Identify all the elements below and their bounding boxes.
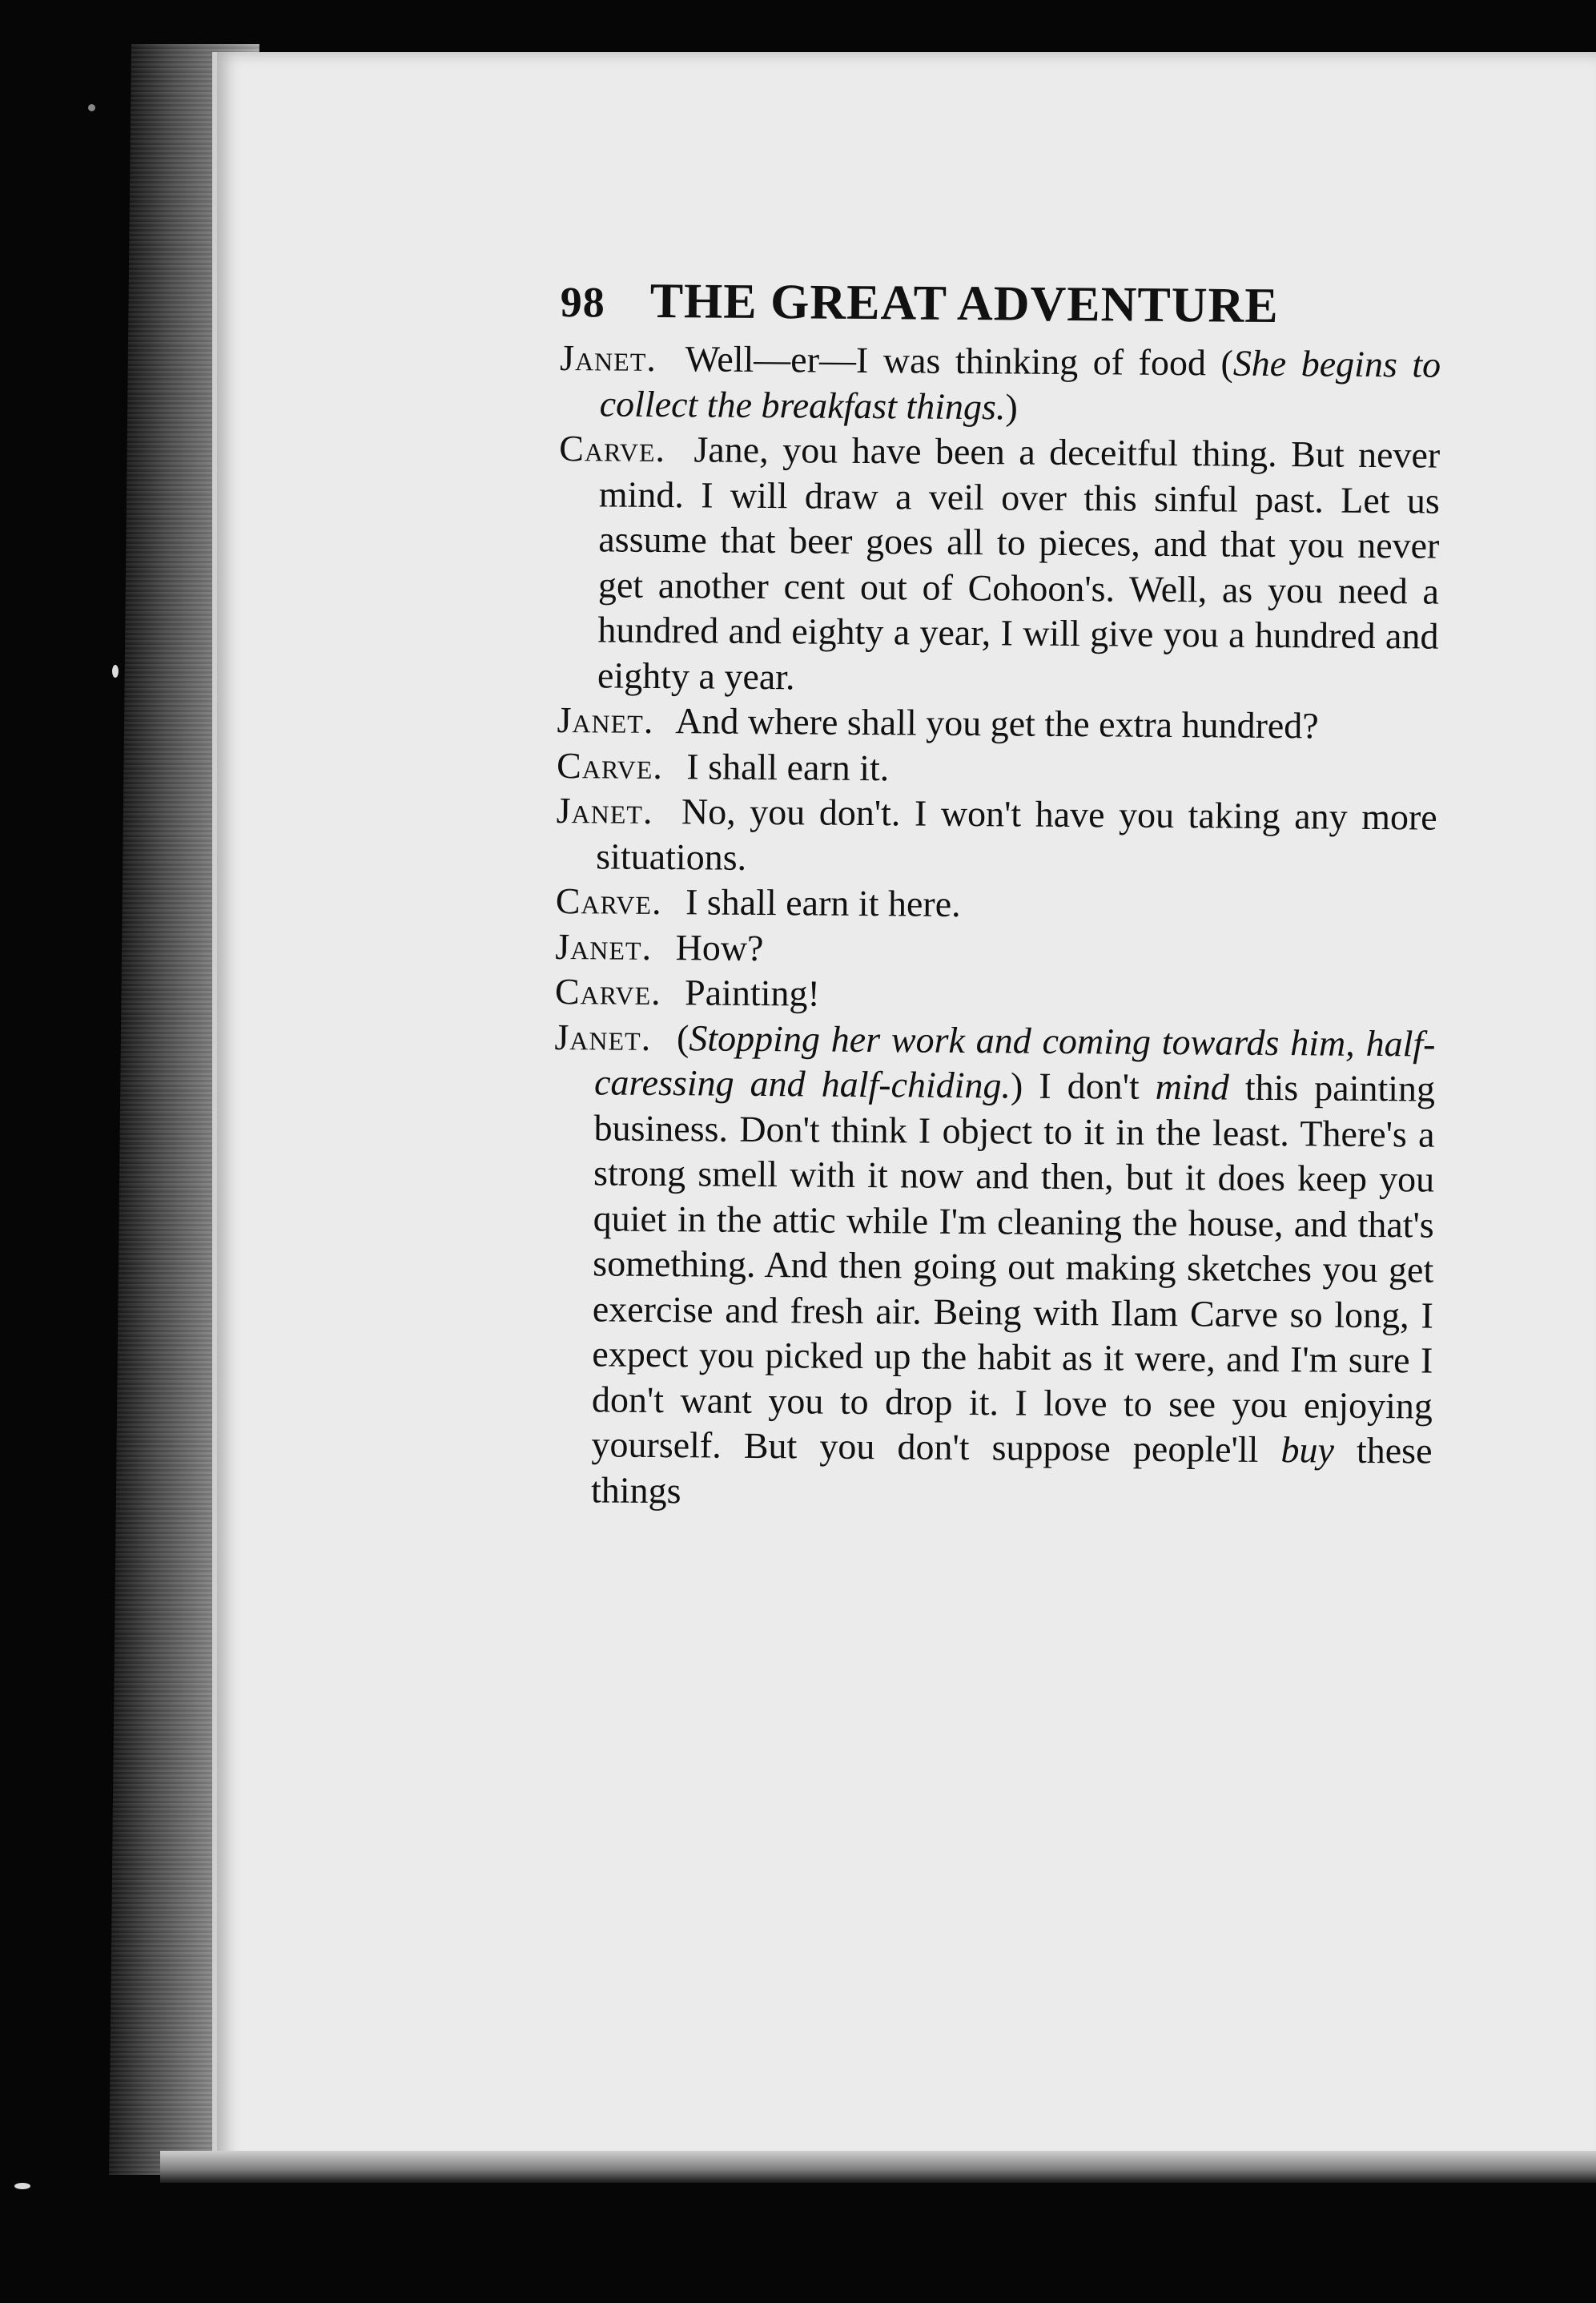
speech-text: Jane, you have been a deceitful thing. But never mind. I will draw a veil over this sinful past. Let us assume that beer goes all to pieces, and that you never get another cent out of Cohoon's. Well, as you need a hundred and eighty a year, I will give you a hundred and eighty a year. xyxy=(597,429,1441,697)
scan-speck xyxy=(88,104,95,111)
speech-text: No, you don't. I won't have you taking any more situations. xyxy=(596,791,1437,878)
speech xyxy=(555,924,1436,976)
speech xyxy=(555,969,1436,1021)
speech xyxy=(559,336,1441,433)
stage-direction: Stopping her work and coming towards him, half-caressing and half-chiding. xyxy=(593,1017,1436,1106)
speech-text: I shall earn it here. xyxy=(685,881,961,924)
speech xyxy=(557,743,1437,795)
speech-text: How? xyxy=(675,926,764,968)
running-header xyxy=(560,272,1441,336)
speech xyxy=(551,1014,1436,1519)
stage-direction-close: ) xyxy=(1005,385,1018,427)
running-head-title: THE GREAT ADVENTURE xyxy=(649,273,1279,334)
speaker-name: Janet. xyxy=(556,789,653,831)
page-number: 98 xyxy=(560,277,605,327)
speech-text: Painting! xyxy=(684,972,821,1014)
speaker-name: Carve. xyxy=(554,970,661,1013)
speaker-name: Carve. xyxy=(559,427,666,470)
page-edge xyxy=(160,2151,1596,2183)
speech-text: this painting business. Don't think I object to it in the least. There's a strong smell with it now and then, but it does keep you quiet in the attic while I'm cleaning the house, and that's something. And then going out making sketches you get exercise and fresh air. Being with Ilam Carve so long, I expect you picked up the habit as it were, and I'm sure I don't want you to drop it. I love to see you enjoying yourself. But you don't suppose people'll xyxy=(591,1066,1436,1470)
speech-text: Well—er—I was thinking of food xyxy=(685,338,1207,384)
speaker-name: Janet. xyxy=(559,336,657,379)
speech xyxy=(557,698,1437,750)
speaker-name: Janet. xyxy=(557,699,654,741)
emphasized-word: buy xyxy=(1280,1429,1335,1471)
scan-speck xyxy=(14,2183,30,2189)
stage-direction: She begins to collect the breakfast things. xyxy=(599,342,1441,427)
speech-text: I shall earn it. xyxy=(686,745,890,788)
scan-speck xyxy=(112,665,119,678)
speaker-name: Carve. xyxy=(556,744,664,787)
speech-text: these things xyxy=(590,1429,1433,1511)
speech-text: And where shall you get the extra hundred? xyxy=(675,700,1319,747)
speech xyxy=(556,879,1437,931)
emphasized-word: mind xyxy=(1155,1065,1230,1108)
speaker-name: Carve. xyxy=(555,880,662,923)
speaker-name: Janet. xyxy=(555,925,653,968)
speech xyxy=(557,426,1441,705)
speech xyxy=(556,788,1437,886)
stage-direction-open: ( xyxy=(1220,342,1234,384)
page-content xyxy=(551,272,1441,1520)
speech-text: I don't xyxy=(1039,1065,1140,1107)
speaker-name: Janet. xyxy=(554,1016,652,1058)
stage-direction-open: ( xyxy=(676,1017,689,1058)
stage-direction-close: ) xyxy=(1010,1065,1023,1106)
